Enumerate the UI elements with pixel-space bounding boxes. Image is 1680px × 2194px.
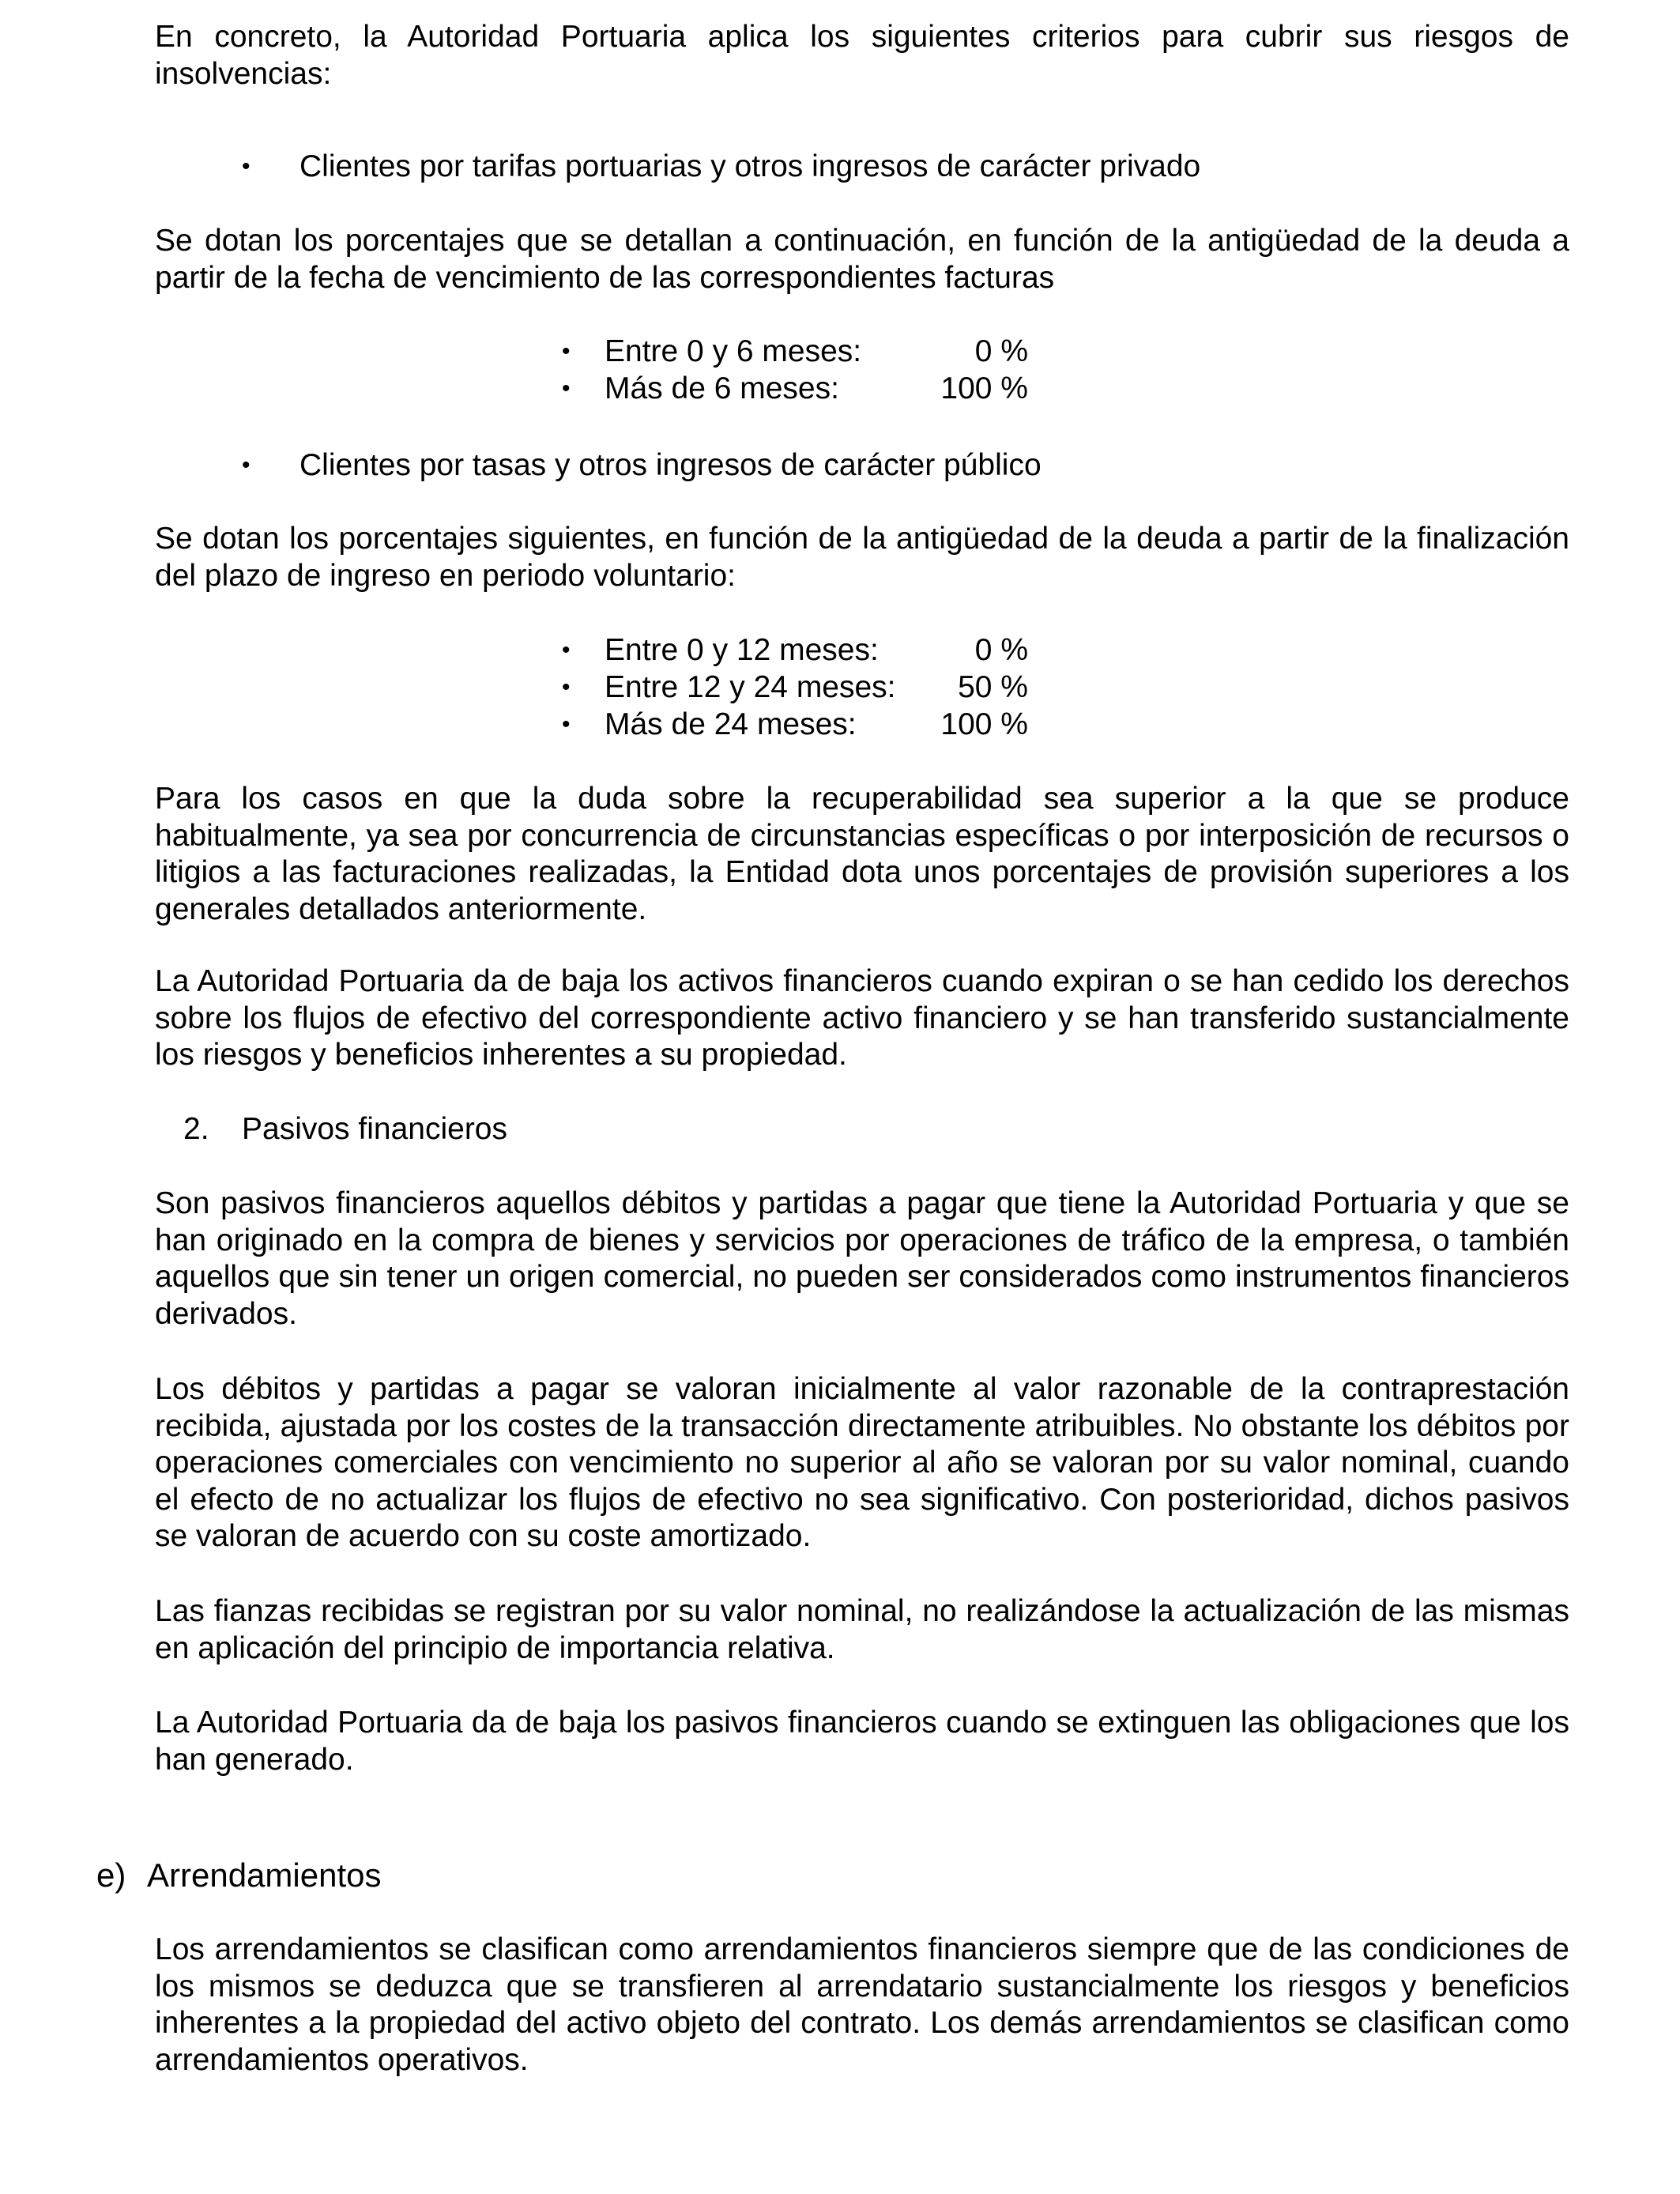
range-label: Entre 12 y 24 meses: xyxy=(605,670,896,704)
liabilities-valuation-paragraph: Los débitos y partidas a pagar se valoran inicialmente al valor razonable de la contraprestación recibida, ajustada por los costes de la transacción directamente atribuibles. No obstante los débitos por operaciones comerciales con vencimiento no superior al año se valoran por su valor nominal, cuando el efecto de no actualizar los flujos de efectivo no sea significativo. Con posterioridad, dichos pasivos se valoran de acuerdo con su coste amortizado. xyxy=(155,1372,1569,1553)
public-range-item-2 xyxy=(562,669,1028,706)
leases-section-letter: e) xyxy=(96,1857,126,1894)
leases-paragraph: Los arrendamientos se clasifican como arrendamientos financieros siempre que de las condiciones de los mismos se deduzca que se transfieren al arrendatario sustancialmente los riesgos y beneficios inherentes a la propiedad del activo objeto del contrato. Los demás arrendamientos se clasifican como arrendamientos operativos. xyxy=(155,1932,1569,2077)
range-label: Más de 6 meses: xyxy=(605,371,839,405)
range-label: Entre 0 y 6 meses: xyxy=(605,334,862,368)
range-label: Entre 0 y 12 meses: xyxy=(605,633,879,667)
bullet-icon: • xyxy=(242,153,250,179)
private-range-item-2 xyxy=(562,371,1028,407)
public-range-item-3 xyxy=(562,707,1028,743)
bullet-icon: • xyxy=(562,711,571,737)
range-value: 0 % xyxy=(974,633,1028,667)
private-clients-description: Se dotan los porcentajes que se detallan a continuación, en función de la antigüedad de la deuda a partir de la fecha de vencimiento de las correspondientes facturas xyxy=(155,224,1569,295)
private-clients-heading: Clientes por tarifas portuarias y otros ingresos de carácter privado xyxy=(299,149,1201,183)
range-value: 50 % xyxy=(958,670,1028,704)
range-value: 100 % xyxy=(940,707,1028,741)
public-clients-heading: Clientes por tasas y otros ingresos de carácter público xyxy=(299,448,1042,482)
public-clients-description: Se dotan los porcentajes siguientes, en función de la antigüedad de la deuda a partir de la finalización del plazo de ingreso en periodo voluntario: xyxy=(155,522,1569,593)
public-range-item-1 xyxy=(562,632,1028,669)
deposits-paragraph: Las fianzas recibidas se registran por su valor nominal, no realizándose la actualización de las mismas en aplicación del principio de importancia relativa. xyxy=(155,1594,1569,1665)
bullet-icon: • xyxy=(562,674,571,700)
leases-section-title: Arrendamientos xyxy=(147,1857,382,1894)
bullet-icon: • xyxy=(242,452,250,478)
asset-derecognition-paragraph: La Autoridad Portuaria da de baja los activos financieros cuando expiran o se han cedido los derechos sobre los flujos de efectivo del correspondiente activo financiero y se han transferido sustancialmente los riesgos y beneficios inherentes a su propiedad. xyxy=(155,964,1569,1072)
liabilities-definition-paragraph: Son pasivos financieros aquellos débitos y partidas a pagar que tiene la Autoridad Portuaria y que se han originado en la compra de bienes y servicios por operaciones de tráfico de la empresa, o también aquellos que sin tener un origen comercial, no pueden ser considerados como instrumentos financieros derivados. xyxy=(155,1186,1569,1331)
liabilities-section-title: Pasivos financieros xyxy=(242,1112,507,1146)
liability-derecognition-paragraph: La Autoridad Portuaria da de baja los pasivos financieros cuando se extinguen las obligaciones que los han generado. xyxy=(155,1706,1569,1777)
bullet-icon: • xyxy=(562,375,571,401)
bullet-icon: • xyxy=(562,338,571,364)
range-value: 0 % xyxy=(974,334,1028,368)
private-range-item-1 xyxy=(562,334,1028,370)
range-value: 100 % xyxy=(940,371,1028,405)
bullet-icon: • xyxy=(562,637,571,663)
intro-paragraph: En concreto, la Autoridad Portuaria aplica los siguientes criterios para cubrir sus riesgos de insolvencias: xyxy=(155,20,1569,91)
liabilities-section-number: 2. xyxy=(183,1112,209,1146)
range-label: Más de 24 meses: xyxy=(605,707,857,741)
special-cases-paragraph: Para los casos en que la duda sobre la recuperabilidad sea superior a la que se produce habitualmente, ya sea por concurrencia de circunstancias específicas o por interposición de recursos o litigios a las facturaciones realizadas, la Entidad dota unos porcentajes de provisión superiores a los generales detallados anteriormente. xyxy=(155,782,1569,926)
